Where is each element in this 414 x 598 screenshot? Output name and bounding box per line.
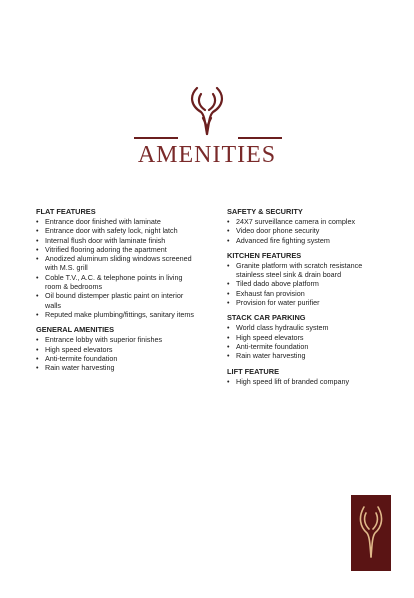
list-item: • Anodized aluminum sliding windows screened with M.S. grill — [36, 254, 196, 273]
horns-logo-icon — [356, 505, 386, 561]
feature-list — [227, 323, 387, 360]
section-heading: STACK CAR PARKING — [227, 313, 306, 323]
section-heading: LIFT FEATURE — [227, 366, 280, 376]
section-kitchen-features — [227, 251, 387, 307]
list-item: • High speed lift of branded company — [227, 377, 387, 386]
section-flat-features — [36, 207, 196, 319]
list-item: • Video door phone security — [227, 226, 387, 235]
list-item: • Provision for water purifier — [227, 298, 387, 307]
list-item: • Anti-termite foundation — [36, 354, 196, 363]
list-item: • High speed elevators — [36, 345, 196, 354]
feature-list — [227, 261, 387, 307]
section-lift-feature — [227, 367, 387, 386]
list-item: • Coble T.V., A.C. & telephone points in living room & bedrooms — [36, 273, 196, 292]
left-column — [36, 207, 196, 378]
list-item: • Vitrified flooring adoring the apartment — [36, 245, 196, 254]
list-item: • Oil bound distemper plastic paint on interior walls — [36, 291, 196, 310]
section-heading: SAFETY & SECURITY — [227, 207, 303, 216]
list-item: • Anti-termite foundation — [227, 342, 387, 351]
list-item: • Entrance door finished with laminate — [36, 217, 196, 226]
title-rule-right — [238, 137, 282, 139]
list-item: • Reputed make plumbing/fittings, sanitary items — [36, 310, 196, 319]
list-item: • Rain water harvesting — [36, 363, 196, 372]
section-general-amenities — [36, 325, 196, 372]
list-item: • Rain water harvesting — [227, 351, 387, 360]
list-item: • Granite platform with scratch resistance stainless steel sink & drain board — [227, 261, 387, 280]
list-item: • Advanced fire fighting system — [227, 236, 387, 245]
list-item: • Internal flush door with laminate finish — [36, 236, 196, 245]
right-column — [227, 207, 387, 392]
list-item: • Entrance door with safety lock, night latch — [36, 226, 196, 235]
title-rule-left — [134, 137, 178, 139]
section-stack-car-parking — [227, 313, 387, 360]
brand-badge — [351, 495, 391, 571]
feature-list — [227, 377, 387, 386]
list-item: • World class hydraulic system — [227, 323, 387, 332]
section-heading: FLAT FEATURES — [36, 207, 96, 216]
feature-list — [227, 217, 387, 245]
feature-list — [36, 217, 196, 319]
list-item: • 24X7 surveillance camera in complex — [227, 217, 387, 226]
list-item: • Tiled dado above platform — [227, 279, 387, 288]
list-item: • Exhaust fan provision — [227, 289, 387, 298]
title-block — [120, 130, 294, 170]
list-item: • High speed elevators — [227, 333, 387, 342]
feature-list — [36, 335, 196, 372]
list-item: • Entrance lobby with superior finishes — [36, 335, 196, 344]
section-safety-security — [227, 207, 387, 245]
page-title: AMENITIES — [137, 142, 277, 168]
section-heading: GENERAL AMENITIES — [36, 325, 115, 335]
section-heading: KITCHEN FEATURES — [227, 250, 302, 260]
